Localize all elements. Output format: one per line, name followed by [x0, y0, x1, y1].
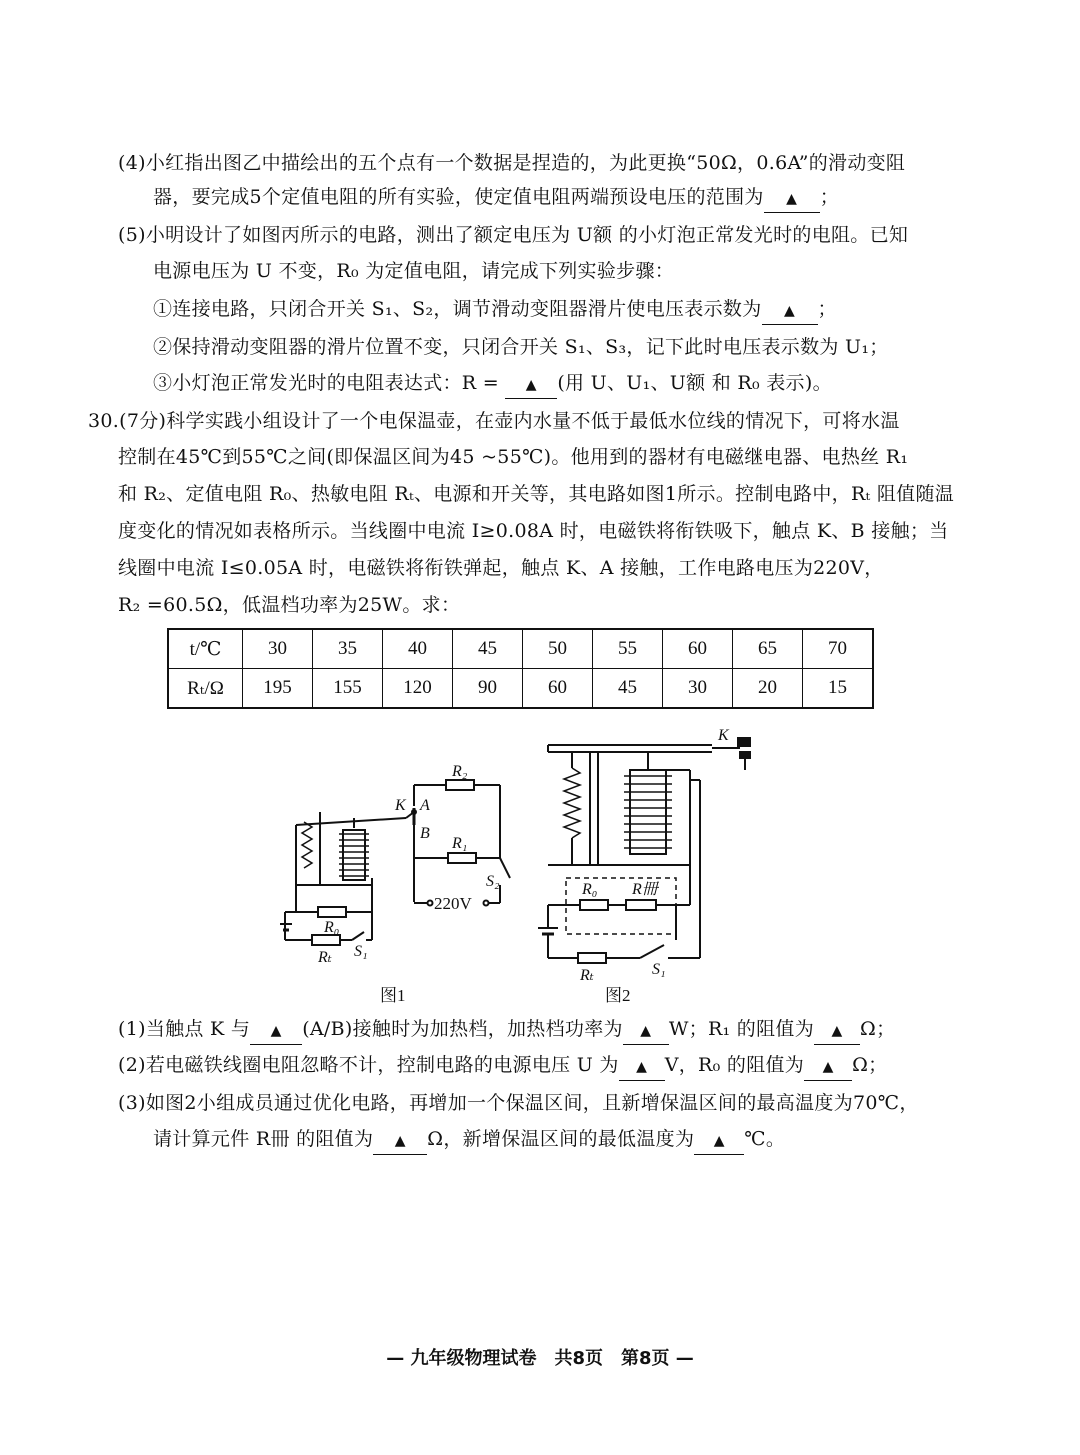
q30-sub3-line1: (3)如图2小组成员通过优化电路，再增加一个保温区间，且新增保温区间的最高温度为70℃， — [118, 1092, 919, 1114]
answer-blank — [250, 1016, 302, 1045]
table-cell: 35 — [313, 629, 383, 669]
table-row-temperature — [168, 629, 873, 669]
q29-step1-text: ①连接电路，只闭合开关 S₁、S₂，调节滑动变阻器滑片使电压表示数为 — [153, 298, 762, 320]
q30-sub2-c: Ω； — [852, 1054, 888, 1076]
table-cell: 45 — [453, 629, 523, 669]
table-cell: 15 — [803, 669, 874, 709]
answer-blank — [623, 1016, 669, 1045]
table-cell: 90 — [453, 669, 523, 709]
fig1-label-rt: Rₜ — [318, 949, 332, 966]
q29-part4-line1: (4)小红指出图乙中描绘出的五个点有一个数据是捏造的，为此更换“50Ω，0.6A”的滑动变阻 — [118, 152, 906, 174]
q30-line3: 和 R₂、定值电阻 R₀、热敏电阻 Rₜ、电源和开关等，其电路如图1所示。控制电路中，Rₜ 阻值随温 — [118, 483, 955, 505]
answer-blank — [373, 1126, 427, 1155]
circuit-figures — [0, 715, 1080, 1015]
fig1-voltage-label: 220V — [434, 894, 472, 913]
q30-sub1-b: (A/B)接触时为加热档，加热档功率为 — [302, 1018, 623, 1040]
answer-triangle: ▲ — [713, 1133, 725, 1149]
figure2-caption: 图2 — [605, 986, 631, 1005]
table-cell: 65 — [733, 629, 803, 669]
q30-sub1-d: Ω； — [860, 1018, 896, 1040]
q30-sub1 — [118, 1016, 895, 1045]
q30-sub3-line2 — [153, 1126, 785, 1155]
answer-triangle: ▲ — [822, 1059, 834, 1075]
answer-blank — [764, 184, 820, 213]
q29-step2: ②保持滑动变阻器的滑片位置不变，只闭合开关 S₁、S₃，记下此时电压表示数为 U₁； — [153, 336, 889, 358]
q30-sub3-b: Ω，新增保温区间的最低温度为 — [427, 1128, 695, 1150]
table-header-resistance: Rₜ/Ω — [168, 669, 243, 709]
answer-blank — [814, 1016, 860, 1045]
q30-line6: R₂ =60.5Ω，低温档功率为25W。求： — [118, 594, 461, 616]
q29-step1: ①连接电路，只闭合开关 S₁、S₂，调节滑动变阻器滑片使电压表示数为 ▲ ； — [153, 296, 837, 325]
fig1-label-k: K — [395, 797, 406, 814]
q30-sub3-a: 请计算元件 R冊 的阻值为 — [153, 1128, 374, 1150]
fig1-label-s1: S₁ — [354, 943, 368, 960]
table-cell: 50 — [523, 629, 593, 669]
answer-triangle: ▲ — [525, 377, 537, 393]
answer-blank — [762, 296, 818, 325]
q30-line2: 控制在45℃到55℃之间(即保温区间为45 ~55℃)。他用到的器材有电磁继电器、电热丝 R₁ — [118, 446, 909, 468]
q30-sub3-c: ℃。 — [744, 1128, 786, 1150]
table-cell: 30 — [663, 669, 733, 709]
q30-sub1-a: (1)当触点 K 与 — [118, 1018, 251, 1040]
answer-triangle: ▲ — [640, 1023, 652, 1039]
answer-blank — [804, 1052, 852, 1081]
q30-sub2-b: V，R₀ 的阻值为 — [664, 1054, 805, 1076]
page-footer: — 九年级物理试卷 共8页 第8页 — — [386, 1348, 694, 1369]
answer-blank — [694, 1126, 744, 1155]
table-cell: 55 — [593, 629, 663, 669]
table-cell: 120 — [383, 669, 453, 709]
fig1-label-s2: S₂ — [486, 873, 500, 890]
fig2-label-rx: R冊 — [632, 881, 658, 898]
q29-step3 — [153, 370, 832, 399]
temperature-resistance-table — [167, 628, 874, 709]
figure2-circuit — [538, 738, 750, 963]
table-cell: 155 — [313, 669, 383, 709]
fig1-label-r0: R₀ — [324, 919, 340, 936]
table-cell: 20 — [733, 669, 803, 709]
q30-line4: 度变化的情况如表格所示。当线圈中电流 I≥0.08A 时，电磁铁将衔铁吸下，触点 K、B 接触；当 — [118, 520, 949, 542]
answer-triangle: ▲ — [270, 1023, 282, 1039]
q29-step3-post: (用 U、U₁、U额 和 R₀ 表示)。 — [557, 372, 832, 394]
q29-part5-line1: (5)小明设计了如图丙所示的电路，测出了额定电压为 U额 的小灯泡正常发光时的电阻。已知 — [118, 224, 909, 246]
table-cell: 60 — [663, 629, 733, 669]
table-row-resistance — [168, 669, 873, 709]
q30-sub2-a: (2)若电磁铁线圈电阻忽略不计，控制电路的电源电压 U 为 — [118, 1054, 619, 1076]
figure1-caption: 图1 — [380, 986, 406, 1005]
fig1-label-b: B — [420, 825, 430, 842]
table-cell: 30 — [243, 629, 313, 669]
q29-part4-line2: 器，要完成5个定值电阻的所有实验，使定值电阻两端预设电压的范围为 ▲ ； — [153, 184, 839, 213]
answer-triangle: ▲ — [783, 303, 796, 319]
answer-blank — [619, 1052, 665, 1081]
q30-line5: 线圈中电流 I≤0.05A 时，电磁铁将衔铁弹起，触点 K、A 接触，工作电路电压为220V， — [118, 557, 884, 579]
fig2-label-k: K — [718, 727, 729, 744]
q29-step3-pre: ③小灯泡正常发光时的电阻表达式：R = — [153, 372, 499, 394]
table-header-temperature: t/℃ — [168, 629, 243, 669]
q29-part5-line2: 电源电压为 U 不变，R₀ 为定值电阻，请完成下列实验步骤： — [153, 260, 675, 282]
fig1-label-a: A — [420, 797, 430, 814]
answer-triangle: ▲ — [394, 1133, 406, 1149]
answer-triangle: ▲ — [786, 191, 798, 207]
fig2-label-r0: R₀ — [582, 881, 598, 898]
answer-triangle: ▲ — [636, 1059, 648, 1075]
q30-sub1-c: W；R₁ 的阻值为 — [668, 1018, 815, 1040]
table-cell: 195 — [243, 669, 313, 709]
fig2-label-rt: Rₜ — [580, 967, 594, 984]
table-cell: 45 — [593, 669, 663, 709]
q30-line1: 30.(7分)科学实践小组设计了一个电保温壶，在壶内水量不低于最低水位线的情况下，可将水温 — [88, 410, 900, 432]
table-cell: 70 — [803, 629, 874, 669]
table-cell: 40 — [383, 629, 453, 669]
fig1-label-r2: R₂ — [452, 763, 468, 780]
q30-sub2 — [118, 1052, 887, 1081]
fig2-label-s1: S₁ — [652, 961, 666, 978]
fig1-label-r1: R₁ — [452, 835, 468, 852]
q29-part4-line2-text: 器，要完成5个定值电阻的所有实验，使定值电阻两端预设电压的范围为 — [153, 186, 764, 208]
table-cell: 60 — [523, 669, 593, 709]
answer-triangle: ▲ — [831, 1023, 843, 1039]
answer-blank — [505, 370, 557, 399]
